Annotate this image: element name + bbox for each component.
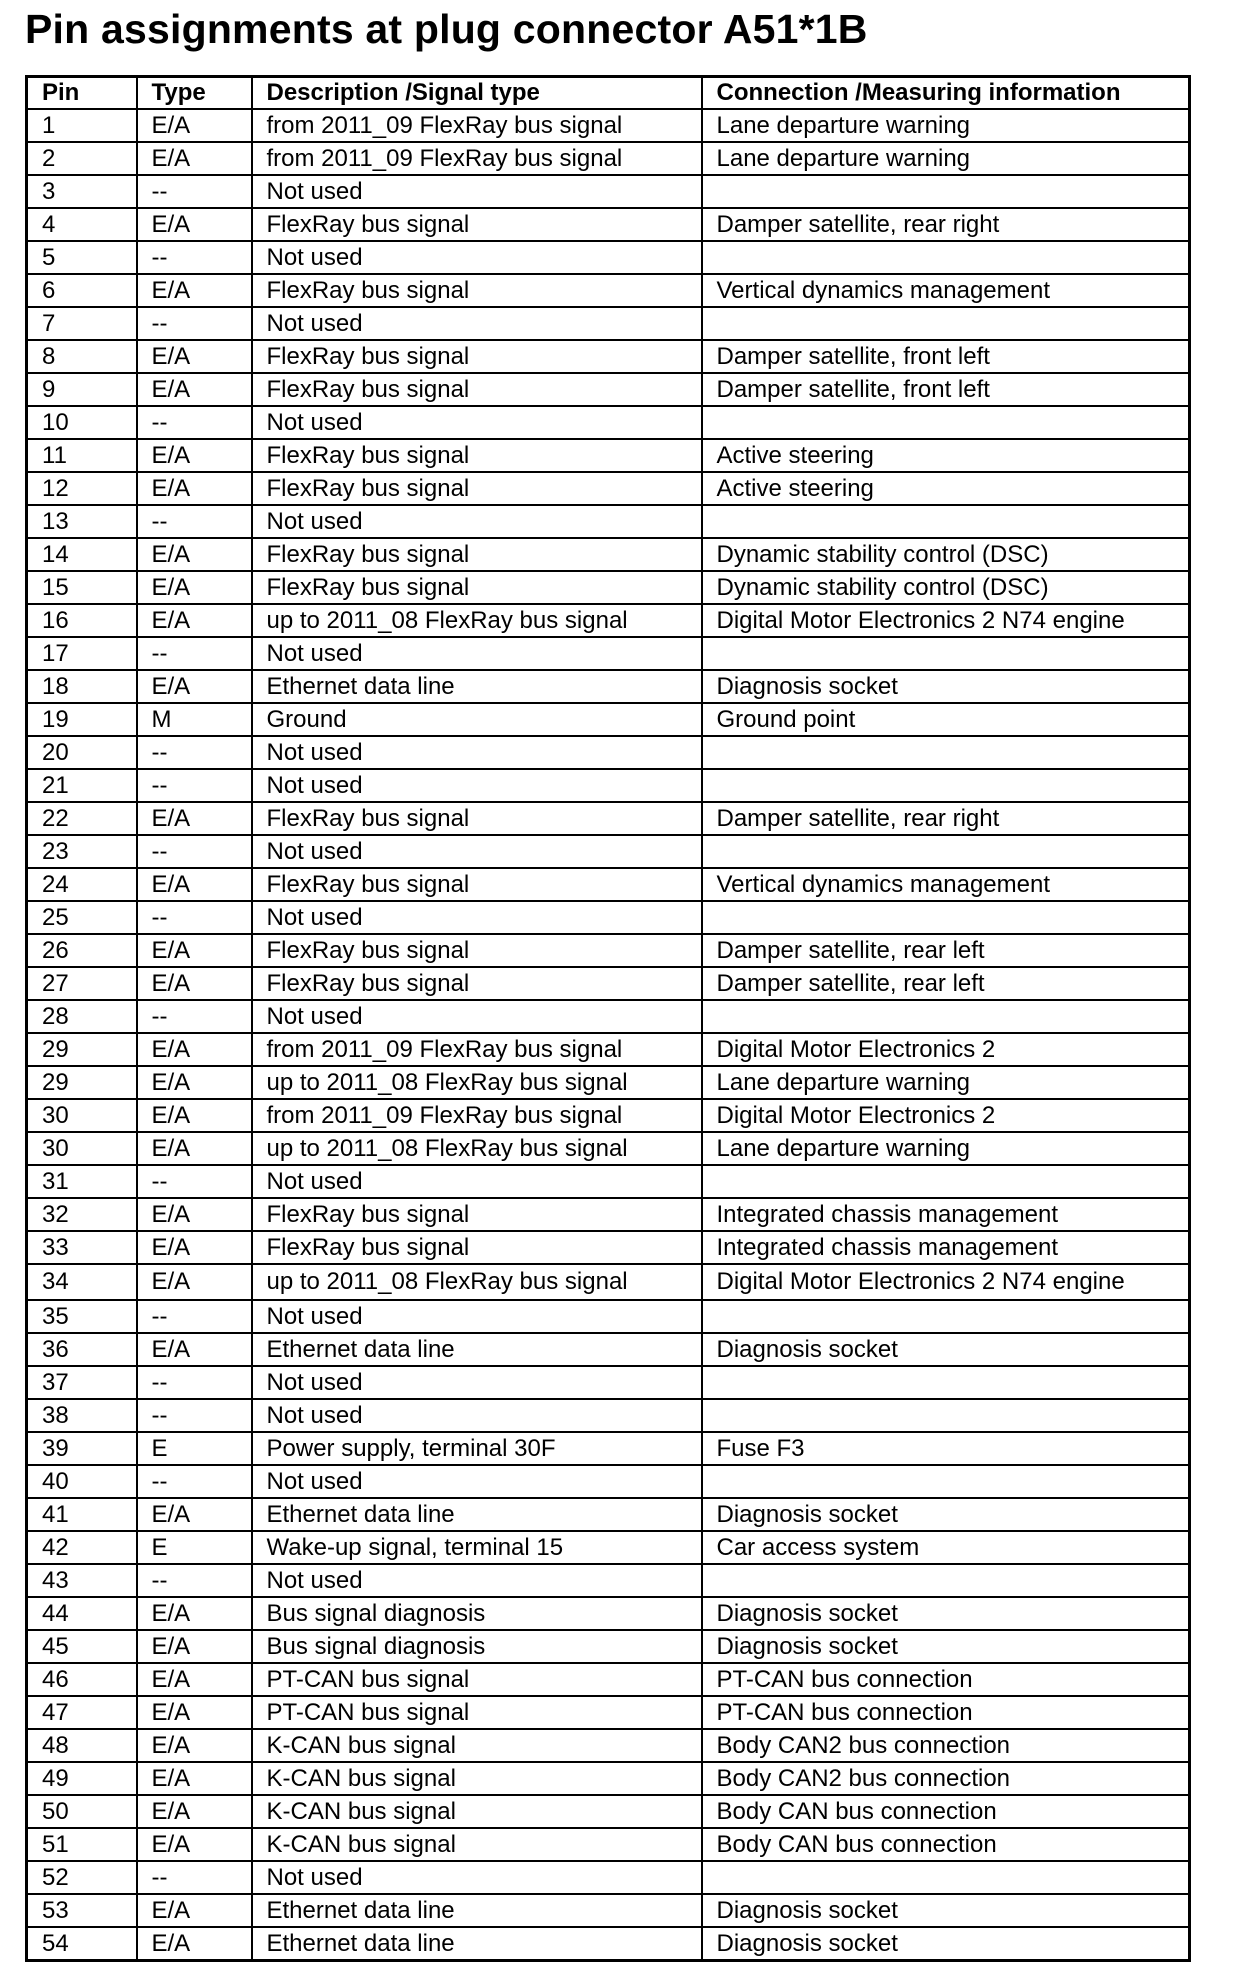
cell-pin: 7 — [27, 307, 137, 340]
cell-connection: Diagnosis socket — [702, 1498, 1190, 1531]
cell-pin: 30 — [27, 1099, 137, 1132]
cell-type: -- — [137, 406, 252, 439]
cell-description: up to 2011_08 FlexRay bus signal — [252, 1132, 702, 1165]
cell-connection: Active steering — [702, 472, 1190, 505]
cell-connection: Digital Motor Electronics 2 — [702, 1033, 1190, 1066]
cell-connection: Damper satellite, rear right — [702, 802, 1190, 835]
table-row — [27, 109, 1190, 142]
cell-pin: 22 — [27, 802, 137, 835]
cell-pin: 17 — [27, 637, 137, 670]
cell-description: FlexRay bus signal — [252, 373, 702, 406]
cell-description: FlexRay bus signal — [252, 472, 702, 505]
table-row — [27, 1264, 1190, 1300]
table-row — [27, 1033, 1190, 1066]
cell-description: Wake-up signal, terminal 15 — [252, 1531, 702, 1564]
cell-pin: 30 — [27, 1132, 137, 1165]
cell-connection: Damper satellite, rear left — [702, 934, 1190, 967]
cell-type: -- — [137, 1000, 252, 1033]
header-row — [27, 77, 1190, 110]
cell-description: Not used — [252, 1861, 702, 1894]
cell-pin: 32 — [27, 1198, 137, 1231]
cell-description: FlexRay bus signal — [252, 802, 702, 835]
cell-type: -- — [137, 835, 252, 868]
cell-description: PT-CAN bus signal — [252, 1696, 702, 1729]
cell-pin: 12 — [27, 472, 137, 505]
cell-type: E/A — [137, 1231, 252, 1264]
cell-pin: 37 — [27, 1366, 137, 1399]
cell-description: Not used — [252, 835, 702, 868]
table-row — [27, 1861, 1190, 1894]
cell-connection: Damper satellite, front left — [702, 373, 1190, 406]
cell-pin: 48 — [27, 1729, 137, 1762]
cell-type: E/A — [137, 1696, 252, 1729]
table-row — [27, 307, 1190, 340]
cell-type: E/A — [137, 472, 252, 505]
cell-pin: 20 — [27, 736, 137, 769]
cell-connection: Diagnosis socket — [702, 670, 1190, 703]
column-header-pin: Pin — [27, 77, 137, 110]
table-row — [27, 538, 1190, 571]
cell-pin: 16 — [27, 604, 137, 637]
cell-description: Ethernet data line — [252, 1927, 702, 1961]
table-row — [27, 340, 1190, 373]
cell-connection: Diagnosis socket — [702, 1630, 1190, 1663]
cell-pin: 3 — [27, 175, 137, 208]
cell-type: -- — [137, 1366, 252, 1399]
cell-description: Not used — [252, 406, 702, 439]
cell-description: K-CAN bus signal — [252, 1795, 702, 1828]
cell-pin: 35 — [27, 1300, 137, 1333]
table-row — [27, 1198, 1190, 1231]
cell-connection: Body CAN2 bus connection — [702, 1729, 1190, 1762]
cell-type: E/A — [137, 604, 252, 637]
cell-connection: Diagnosis socket — [702, 1597, 1190, 1630]
cell-type: E/A — [137, 142, 252, 175]
table-row — [27, 1762, 1190, 1795]
cell-type: E/A — [137, 1597, 252, 1630]
cell-connection — [702, 835, 1190, 868]
cell-pin: 26 — [27, 934, 137, 967]
table-row — [27, 1366, 1190, 1399]
table-row — [27, 1000, 1190, 1033]
cell-pin: 47 — [27, 1696, 137, 1729]
cell-description: Ethernet data line — [252, 670, 702, 703]
cell-connection — [702, 1000, 1190, 1033]
cell-type: -- — [137, 241, 252, 274]
cell-pin: 2 — [27, 142, 137, 175]
table-row — [27, 472, 1190, 505]
cell-connection — [702, 901, 1190, 934]
page-title: Pin assignments at plug connector A51*1B — [25, 6, 868, 52]
cell-description: Ground — [252, 703, 702, 736]
cell-description: Ethernet data line — [252, 1498, 702, 1531]
cell-connection — [702, 307, 1190, 340]
cell-pin: 52 — [27, 1861, 137, 1894]
cell-description: Not used — [252, 769, 702, 802]
cell-type: -- — [137, 769, 252, 802]
table-row — [27, 1132, 1190, 1165]
cell-type: E/A — [137, 1630, 252, 1663]
cell-type: -- — [137, 637, 252, 670]
cell-description: K-CAN bus signal — [252, 1828, 702, 1861]
cell-type: -- — [137, 1465, 252, 1498]
cell-type: -- — [137, 505, 252, 538]
cell-description: Not used — [252, 1366, 702, 1399]
table-row — [27, 1399, 1190, 1432]
cell-description: FlexRay bus signal — [252, 274, 702, 307]
table-row — [27, 1894, 1190, 1927]
cell-description: FlexRay bus signal — [252, 1198, 702, 1231]
cell-description: FlexRay bus signal — [252, 439, 702, 472]
table-row — [27, 1165, 1190, 1198]
cell-pin: 42 — [27, 1531, 137, 1564]
cell-pin: 49 — [27, 1762, 137, 1795]
column-header-description: Description /Signal type — [252, 77, 702, 110]
cell-description: Not used — [252, 1564, 702, 1597]
table-row — [27, 571, 1190, 604]
cell-description: Bus signal diagnosis — [252, 1597, 702, 1630]
cell-pin: 19 — [27, 703, 137, 736]
table-row — [27, 835, 1190, 868]
cell-type: E/A — [137, 670, 252, 703]
cell-description: Not used — [252, 637, 702, 670]
table-row — [27, 1333, 1190, 1366]
table-row — [27, 1066, 1190, 1099]
cell-connection: Damper satellite, front left — [702, 340, 1190, 373]
cell-type: E/A — [137, 373, 252, 406]
cell-type: E/A — [137, 868, 252, 901]
cell-connection: Dynamic stability control (DSC) — [702, 571, 1190, 604]
cell-description: Not used — [252, 505, 702, 538]
cell-description: Not used — [252, 1399, 702, 1432]
cell-description: K-CAN bus signal — [252, 1762, 702, 1795]
cell-connection: Integrated chassis management — [702, 1198, 1190, 1231]
cell-connection — [702, 1165, 1190, 1198]
cell-type: E/A — [137, 1762, 252, 1795]
cell-description: FlexRay bus signal — [252, 967, 702, 1000]
table-row — [27, 274, 1190, 307]
cell-description: up to 2011_08 FlexRay bus signal — [252, 1066, 702, 1099]
table-row — [27, 901, 1190, 934]
cell-connection: Diagnosis socket — [702, 1894, 1190, 1927]
cell-description: Not used — [252, 241, 702, 274]
table-row — [27, 769, 1190, 802]
cell-type: E/A — [137, 571, 252, 604]
cell-description: Not used — [252, 901, 702, 934]
table-row — [27, 1564, 1190, 1597]
cell-pin: 36 — [27, 1333, 137, 1366]
cell-description: from 2011_09 FlexRay bus signal — [252, 1033, 702, 1066]
table-row — [27, 175, 1190, 208]
cell-connection — [702, 1399, 1190, 1432]
cell-connection — [702, 769, 1190, 802]
cell-description: FlexRay bus signal — [252, 571, 702, 604]
table-row — [27, 703, 1190, 736]
table-row — [27, 1231, 1190, 1264]
cell-type: E/A — [137, 1033, 252, 1066]
cell-description: Bus signal diagnosis — [252, 1630, 702, 1663]
cell-description: FlexRay bus signal — [252, 208, 702, 241]
cell-description: FlexRay bus signal — [252, 1231, 702, 1264]
table-row — [27, 373, 1190, 406]
table-row — [27, 1531, 1190, 1564]
table-row — [27, 802, 1190, 835]
cell-connection: Car access system — [702, 1531, 1190, 1564]
cell-pin: 44 — [27, 1597, 137, 1630]
cell-pin: 8 — [27, 340, 137, 373]
cell-description: K-CAN bus signal — [252, 1729, 702, 1762]
table-row — [27, 1927, 1190, 1961]
cell-type: E/A — [137, 1729, 252, 1762]
cell-description: Ethernet data line — [252, 1333, 702, 1366]
cell-description: Not used — [252, 307, 702, 340]
cell-description: up to 2011_08 FlexRay bus signal — [252, 1264, 702, 1300]
cell-type: -- — [137, 1399, 252, 1432]
cell-connection — [702, 1366, 1190, 1399]
cell-connection — [702, 1300, 1190, 1333]
cell-type: E/A — [137, 274, 252, 307]
table-row — [27, 505, 1190, 538]
table-row — [27, 868, 1190, 901]
cell-pin: 23 — [27, 835, 137, 868]
cell-type: -- — [137, 1300, 252, 1333]
cell-type: E/A — [137, 934, 252, 967]
cell-pin: 6 — [27, 274, 137, 307]
table-row — [27, 604, 1190, 637]
cell-type: E/A — [137, 439, 252, 472]
cell-pin: 1 — [27, 109, 137, 142]
cell-type: E/A — [137, 1132, 252, 1165]
table-row — [27, 670, 1190, 703]
table-row — [27, 934, 1190, 967]
table-row — [27, 1432, 1190, 1465]
cell-description: Ethernet data line — [252, 1894, 702, 1927]
cell-pin: 14 — [27, 538, 137, 571]
cell-connection: Fuse F3 — [702, 1432, 1190, 1465]
cell-connection: Digital Motor Electronics 2 N74 engine — [702, 604, 1190, 637]
cell-connection — [702, 1861, 1190, 1894]
cell-pin: 9 — [27, 373, 137, 406]
column-header-connection: Connection /Measuring information — [702, 77, 1190, 110]
cell-pin: 38 — [27, 1399, 137, 1432]
cell-connection: Body CAN bus connection — [702, 1828, 1190, 1861]
cell-connection: Lane departure warning — [702, 109, 1190, 142]
cell-connection — [702, 1564, 1190, 1597]
cell-type: -- — [137, 1861, 252, 1894]
cell-connection: Integrated chassis management — [702, 1231, 1190, 1264]
cell-connection — [702, 736, 1190, 769]
cell-description: up to 2011_08 FlexRay bus signal — [252, 604, 702, 637]
cell-connection — [702, 241, 1190, 274]
cell-type: E/A — [137, 1066, 252, 1099]
cell-pin: 51 — [27, 1828, 137, 1861]
cell-pin: 4 — [27, 208, 137, 241]
cell-description: PT-CAN bus signal — [252, 1663, 702, 1696]
cell-description: from 2011_09 FlexRay bus signal — [252, 1099, 702, 1132]
table-body — [27, 109, 1190, 1961]
cell-type: E — [137, 1432, 252, 1465]
cell-type: E/A — [137, 208, 252, 241]
table-row — [27, 439, 1190, 472]
cell-pin: 40 — [27, 1465, 137, 1498]
cell-description: Not used — [252, 1300, 702, 1333]
cell-connection — [702, 637, 1190, 670]
table-row — [27, 1630, 1190, 1663]
cell-description: Not used — [252, 175, 702, 208]
table-row — [27, 1795, 1190, 1828]
cell-pin: 21 — [27, 769, 137, 802]
table-row — [27, 1696, 1190, 1729]
cell-pin: 15 — [27, 571, 137, 604]
cell-type: E/A — [137, 1795, 252, 1828]
table-row — [27, 142, 1190, 175]
table-row — [27, 1498, 1190, 1531]
cell-type: E/A — [137, 1498, 252, 1531]
cell-connection: PT-CAN bus connection — [702, 1663, 1190, 1696]
cell-connection: Lane departure warning — [702, 142, 1190, 175]
cell-pin: 29 — [27, 1066, 137, 1099]
table-row — [27, 1828, 1190, 1861]
cell-type: E/A — [137, 1333, 252, 1366]
cell-type: -- — [137, 1165, 252, 1198]
cell-connection: Diagnosis socket — [702, 1927, 1190, 1961]
cell-pin: 13 — [27, 505, 137, 538]
cell-type: E/A — [137, 1927, 252, 1961]
column-header-type: Type — [137, 77, 252, 110]
cell-type: -- — [137, 175, 252, 208]
cell-connection: Body CAN bus connection — [702, 1795, 1190, 1828]
cell-description: FlexRay bus signal — [252, 934, 702, 967]
cell-type: -- — [137, 307, 252, 340]
table-row — [27, 967, 1190, 1000]
cell-description: FlexRay bus signal — [252, 340, 702, 373]
table-row — [27, 736, 1190, 769]
cell-connection — [702, 505, 1190, 538]
cell-connection — [702, 175, 1190, 208]
cell-pin: 25 — [27, 901, 137, 934]
cell-type: E/A — [137, 1828, 252, 1861]
cell-connection: Digital Motor Electronics 2 — [702, 1099, 1190, 1132]
cell-pin: 41 — [27, 1498, 137, 1531]
cell-type: -- — [137, 1564, 252, 1597]
cell-description: from 2011_09 FlexRay bus signal — [252, 142, 702, 175]
cell-pin: 29 — [27, 1033, 137, 1066]
cell-connection: Ground point — [702, 703, 1190, 736]
table-row — [27, 1465, 1190, 1498]
cell-type: -- — [137, 901, 252, 934]
cell-type: E/A — [137, 340, 252, 373]
cell-type: E/A — [137, 802, 252, 835]
cell-connection — [702, 406, 1190, 439]
cell-pin: 28 — [27, 1000, 137, 1033]
cell-description: FlexRay bus signal — [252, 868, 702, 901]
cell-pin: 10 — [27, 406, 137, 439]
cell-pin: 53 — [27, 1894, 137, 1927]
cell-connection: Vertical dynamics management — [702, 274, 1190, 307]
cell-connection: Lane departure warning — [702, 1132, 1190, 1165]
cell-pin: 5 — [27, 241, 137, 274]
cell-connection: PT-CAN bus connection — [702, 1696, 1190, 1729]
cell-pin: 34 — [27, 1264, 137, 1300]
cell-description: Not used — [252, 1465, 702, 1498]
cell-description: Not used — [252, 1000, 702, 1033]
cell-pin: 18 — [27, 670, 137, 703]
table-row — [27, 208, 1190, 241]
cell-pin: 39 — [27, 1432, 137, 1465]
cell-connection: Dynamic stability control (DSC) — [702, 538, 1190, 571]
cell-pin: 43 — [27, 1564, 137, 1597]
table-row — [27, 1663, 1190, 1696]
table-row — [27, 637, 1190, 670]
table-row — [27, 1300, 1190, 1333]
table-row — [27, 241, 1190, 274]
cell-pin: 11 — [27, 439, 137, 472]
cell-connection: Damper satellite, rear left — [702, 967, 1190, 1000]
cell-connection: Damper satellite, rear right — [702, 208, 1190, 241]
cell-pin: 45 — [27, 1630, 137, 1663]
cell-pin: 54 — [27, 1927, 137, 1961]
table-header — [27, 77, 1190, 110]
table-row — [27, 1729, 1190, 1762]
cell-description: Power supply, terminal 30F — [252, 1432, 702, 1465]
cell-connection: Vertical dynamics management — [702, 868, 1190, 901]
cell-pin: 50 — [27, 1795, 137, 1828]
cell-connection — [702, 1465, 1190, 1498]
cell-type: E/A — [137, 1099, 252, 1132]
cell-type: E/A — [137, 538, 252, 571]
cell-type: M — [137, 703, 252, 736]
cell-description: FlexRay bus signal — [252, 538, 702, 571]
cell-pin: 27 — [27, 967, 137, 1000]
cell-type: E — [137, 1531, 252, 1564]
cell-type: E/A — [137, 109, 252, 142]
cell-connection: Diagnosis socket — [702, 1333, 1190, 1366]
cell-type: E/A — [137, 1198, 252, 1231]
cell-connection: Lane departure warning — [702, 1066, 1190, 1099]
table-row — [27, 406, 1190, 439]
cell-pin: 31 — [27, 1165, 137, 1198]
cell-description: Not used — [252, 1165, 702, 1198]
cell-type: E/A — [137, 967, 252, 1000]
cell-connection: Digital Motor Electronics 2 N74 engine — [702, 1264, 1190, 1300]
table-row — [27, 1099, 1190, 1132]
cell-type: E/A — [137, 1264, 252, 1300]
cell-type: -- — [137, 736, 252, 769]
table-row — [27, 1597, 1190, 1630]
pin-assignment-table — [25, 75, 1191, 1962]
cell-pin: 33 — [27, 1231, 137, 1264]
cell-description: Not used — [252, 736, 702, 769]
cell-connection: Body CAN2 bus connection — [702, 1762, 1190, 1795]
cell-type: E/A — [137, 1894, 252, 1927]
cell-description: from 2011_09 FlexRay bus signal — [252, 109, 702, 142]
cell-connection: Active steering — [702, 439, 1190, 472]
cell-pin: 46 — [27, 1663, 137, 1696]
cell-pin: 24 — [27, 868, 137, 901]
cell-type: E/A — [137, 1663, 252, 1696]
